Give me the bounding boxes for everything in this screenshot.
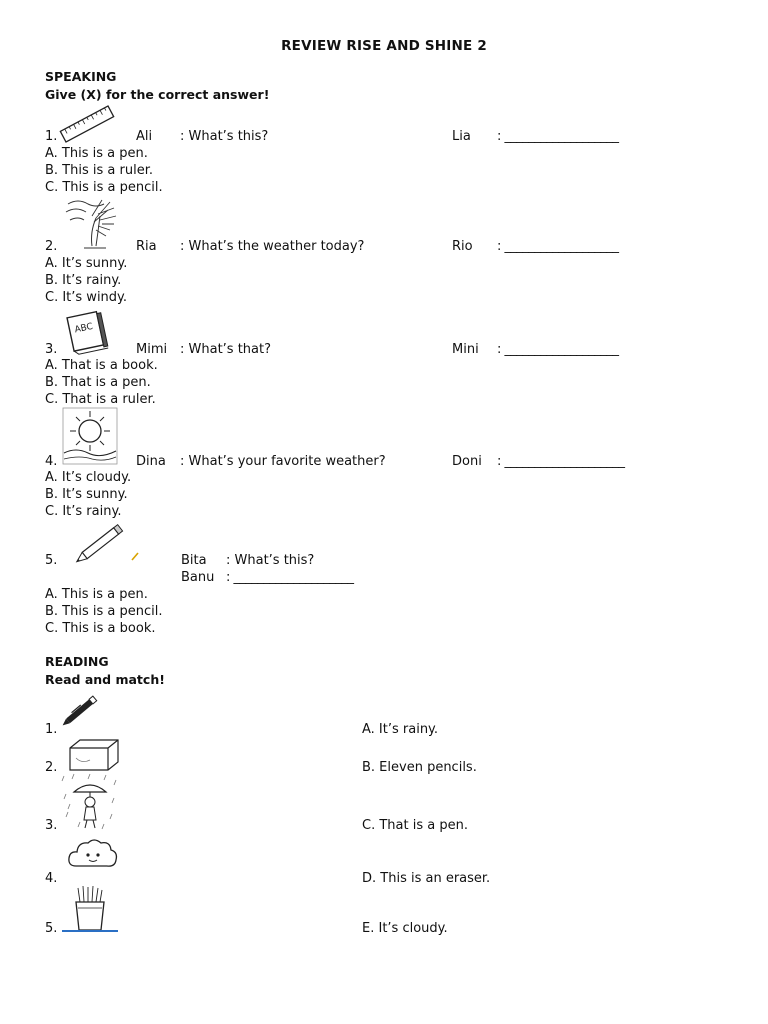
speaker-one: Ali: [136, 129, 153, 144]
match-answer-b: B. Eleven pencils.: [362, 760, 477, 775]
question-number: 1.: [45, 129, 58, 144]
speaker-two: Lia: [452, 129, 471, 144]
speaker-two: Doni: [452, 454, 482, 469]
option-a: A. This is a pen.: [45, 146, 148, 161]
option-a: A. That is a book.: [45, 358, 158, 373]
option-b: B. It’s sunny.: [45, 487, 128, 502]
pen-icon: [60, 694, 102, 726]
ruler-icon: [58, 106, 116, 142]
option-b: B. That is a pen.: [45, 375, 151, 390]
option-b: B. It’s rainy.: [45, 273, 122, 288]
option-c: C. It’s windy.: [45, 290, 128, 305]
cloud-icon: [66, 836, 120, 872]
question-text: : What’s your favorite weather?: [180, 454, 386, 469]
speaker-one: Ria: [136, 239, 157, 254]
match-item-number: 2.: [45, 760, 58, 775]
question-number: 2.: [45, 239, 58, 254]
pencil-cup-icon: [70, 884, 110, 932]
book-cover-text: ABC: [73, 321, 94, 336]
speaker-one: Bita: [181, 553, 207, 568]
sun-landscape-icon: [62, 407, 118, 465]
speaker-two: Mini: [452, 342, 479, 357]
match-item-number: 5.: [45, 921, 58, 936]
option-b: B. This is a ruler.: [45, 163, 153, 178]
answer-blank: : ___________________: [497, 342, 619, 357]
match-item-number: 1.: [45, 722, 58, 737]
windy-tree-icon: [62, 196, 118, 250]
speaking-heading: SPEAKING: [45, 69, 117, 84]
speaking-instruction: Give (X) for the correct answer!: [45, 87, 270, 102]
question-number: 4.: [45, 454, 58, 469]
option-c: C. This is a book.: [45, 621, 156, 636]
match-answer-a: A. It’s rainy.: [362, 722, 439, 737]
answer-blank: : ___________________: [497, 239, 619, 254]
option-a: A. It’s sunny.: [45, 256, 128, 271]
option-c: C. That is a ruler.: [45, 392, 156, 407]
pencil-icon: [76, 520, 148, 566]
answer-blank: : ___________________: [497, 129, 619, 144]
answer-underline: [62, 930, 118, 932]
option-a: A. It’s cloudy.: [45, 470, 132, 485]
question-text: : What’s the weather today?: [180, 239, 365, 254]
page-title: REVIEW RISE AND SHINE 2: [281, 38, 487, 54]
match-answer-c: C. That is a pen.: [362, 818, 468, 833]
option-a: A. This is a pen.: [45, 587, 148, 602]
rain-umbrella-icon: [60, 772, 120, 832]
speaker-one: Dina: [136, 454, 166, 469]
question-text: : What’s that?: [180, 342, 272, 357]
question-text: : What’s this?: [180, 129, 269, 144]
speaker-two: Rio: [452, 239, 473, 254]
speaker-one: Mimi: [136, 342, 168, 357]
question-text: : What’s this?: [226, 553, 315, 568]
question-number: 5.: [45, 553, 58, 568]
book-icon: [64, 308, 110, 352]
option-c: C. This is a pencil.: [45, 180, 163, 195]
eraser-icon: [66, 738, 122, 772]
option-b: B. This is a pencil.: [45, 604, 163, 619]
match-answer-e: E. It’s cloudy.: [362, 921, 448, 936]
match-item-number: 4.: [45, 871, 58, 886]
match-answer-d: D. This is an eraser.: [362, 871, 491, 886]
answer-blank: : ____________________: [497, 454, 625, 469]
reading-heading: READING: [45, 654, 109, 669]
answer-blank: : ____________________: [226, 570, 354, 585]
speaker-two: Banu: [181, 570, 215, 585]
reading-instruction: Read and match!: [45, 672, 165, 687]
match-item-number: 3.: [45, 818, 58, 833]
option-c: C. It’s rainy.: [45, 504, 122, 519]
question-number: 3.: [45, 342, 58, 357]
